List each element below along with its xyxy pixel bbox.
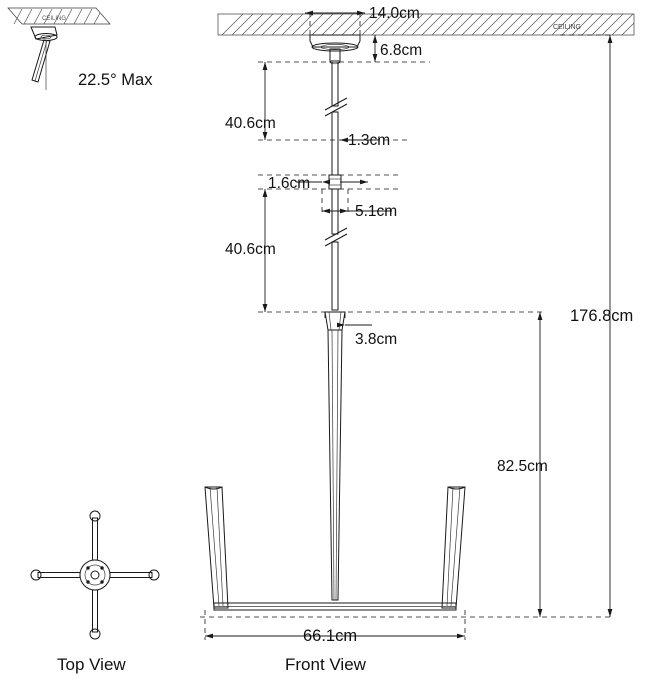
dim-canopy-width: 14.0cm xyxy=(369,5,420,22)
front-view-label: Front View xyxy=(285,655,366,674)
top-view-label: Top View xyxy=(57,655,126,674)
ceiling-strip xyxy=(218,14,634,35)
dim-total-height: 176.8cm xyxy=(570,307,634,325)
dim-coupler-height: 1.6cm xyxy=(268,175,311,192)
ceiling-label-front: CEILING xyxy=(553,24,582,31)
dimension-lines xyxy=(205,5,633,645)
dim-rod-lower: 40.6cm xyxy=(225,241,276,258)
ceiling-label-inset: CEILING xyxy=(42,16,67,22)
dim-fixture-height: 82.5cm xyxy=(497,458,548,475)
max-tilt-angle-label: 22.5° Max xyxy=(78,71,153,89)
dim-fixture-width: 66.1cm xyxy=(303,627,358,645)
top-view-drawing xyxy=(31,511,159,674)
extension-lines xyxy=(200,10,612,640)
dim-canopy-drop: 6.8cm xyxy=(380,42,423,59)
dim-coupler-width: 5.1cm xyxy=(355,203,398,220)
tilt-angle-inset xyxy=(8,8,153,90)
dim-rod-diameter: 1.3cm xyxy=(348,132,391,149)
dim-rod-upper: 40.6cm xyxy=(225,115,276,132)
dim-body-top-width: 3.8cm xyxy=(355,331,398,348)
